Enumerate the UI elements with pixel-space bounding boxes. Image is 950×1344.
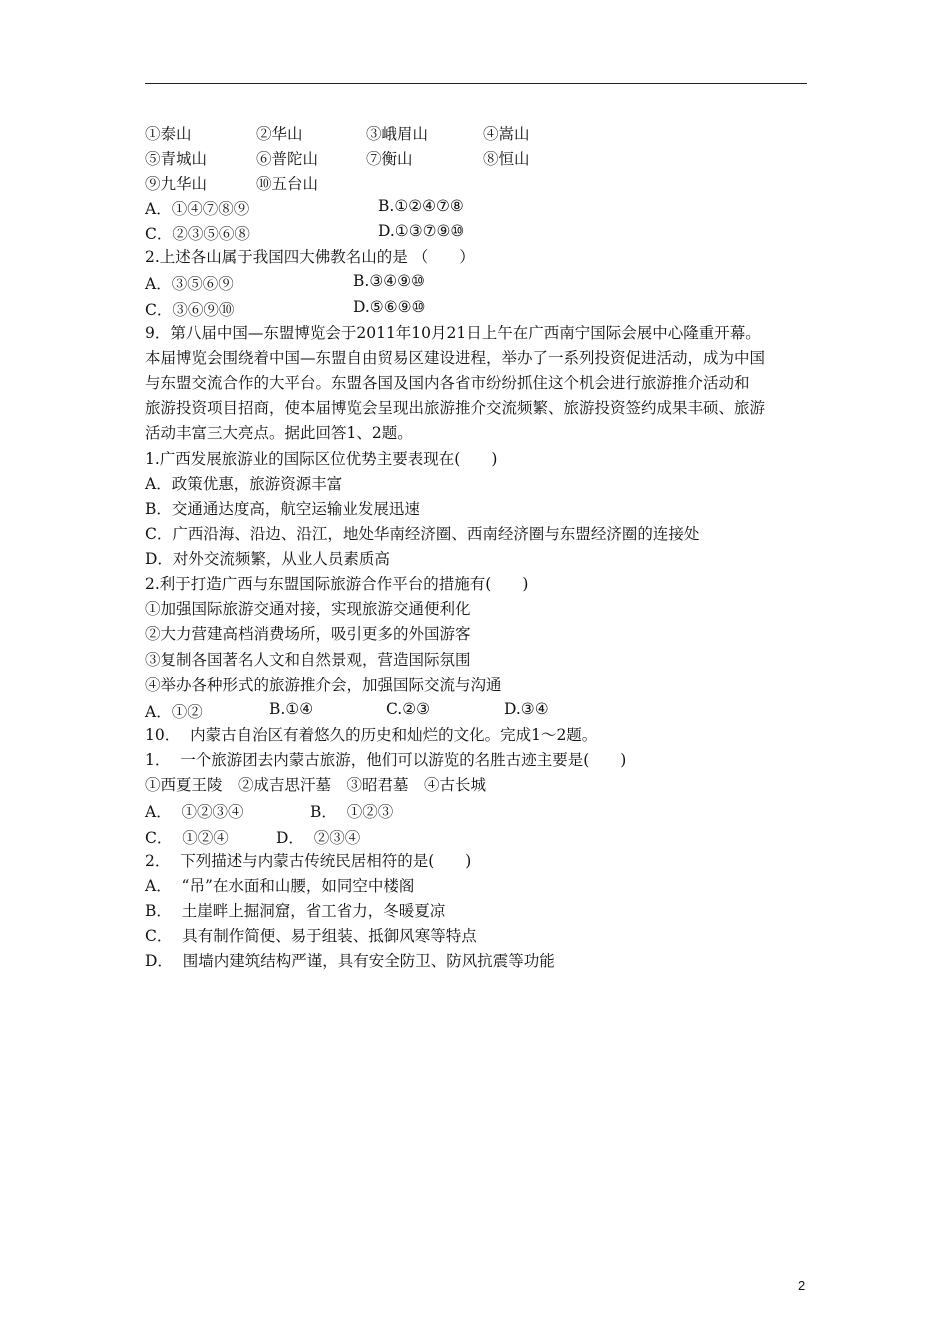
q9-passage-line: 活动丰富三大亮点。据此回答1、2题。: [145, 424, 413, 442]
q10-1-option-d: D． ②③④: [276, 829, 361, 847]
q9-1-stem: 1.广西发展旅游业的国际区位优势主要表现在( ): [145, 450, 498, 468]
q9-passage-line: 与东盟交流合作的大平台。东盟各国及国内各省市纷纷抓住这个机会进行旅游推介活动和: [145, 374, 750, 392]
q2-stem: 2.上述各山属于我国四大佛教名山的是 （ ）: [145, 248, 475, 266]
q10-1-option-c: C． ①②④: [145, 829, 229, 847]
mountain-1: ①泰山: [145, 125, 192, 143]
q2-option-a: A．③⑤⑥⑨: [145, 275, 234, 293]
mountain-8: ⑧恒山: [483, 150, 530, 168]
mountain-4: ④嵩山: [483, 125, 530, 143]
q9-1-option-b: B．交通通达度高，航空运输业发展迅速: [145, 500, 420, 518]
page-number: 2: [798, 1278, 806, 1293]
q9-2-item-1: ①加强国际旅游交通对接，实现旅游交通便利化: [145, 600, 471, 618]
q9-1-option-d: D．对外交流频繁，从业人员素质高: [145, 550, 390, 568]
q10-2-option-d: D． 围墙内建筑结构严谨，具有安全防卫、防风抗震等功能: [145, 952, 555, 970]
q9-2-option-a: A．①②: [145, 703, 203, 721]
q9-2-stem: 2.利于打造广西与东盟国际旅游合作平台的措施有( ): [145, 575, 529, 593]
q10-1-option-a: A． ①②③④: [145, 803, 244, 821]
q1-option-d: D.①③⑦⑨⑩: [378, 222, 465, 240]
q9-2-option-b: B.①④: [269, 700, 314, 718]
q10-1-stem: 1． 一个旅游团去内蒙古旅游，他们可以游览的名胜古迹主要是( ): [145, 751, 627, 769]
q9-1-option-a: A．政策优惠，旅游资源丰富: [145, 475, 343, 493]
q9-passage-line: 本届博览会围绕着中国—东盟自由贸易区建设进程，举办了一系列投资促进活动，成为中国: [145, 349, 766, 367]
q2-option-b: B.③④⑨⑩: [353, 272, 425, 290]
q9-1-option-c: C．广西沿海、沿边、沿江，地处华南经济圈、西南经济圈与东盟经济圈的连接处: [145, 525, 700, 543]
mountain-3: ③峨眉山: [366, 125, 429, 143]
mountain-5: ⑤青城山: [145, 150, 208, 168]
q10-1-option-b: B． ①②③: [310, 803, 394, 821]
q10-1-items: ①西夏王陵 ②成吉思汗墓 ③昭君墓 ④古长城: [145, 776, 487, 794]
q2-option-c: C．③⑥⑨⑩: [145, 301, 235, 319]
q1-option-b: B.①②④⑦⑧: [378, 197, 464, 215]
q10-2-option-c: C． 具有制作简便、易于组装、抵御风寒等特点: [145, 927, 477, 945]
q9-passage-line: 旅游投资项目招商，使本届博览会呈现出旅游推介交流频繁、旅游投资签约成果丰硕、旅游: [145, 399, 766, 417]
mountain-2: ②华山: [256, 125, 303, 143]
q1-option-a: A．①④⑦⑧⑨: [145, 200, 250, 218]
q9-2-item-4: ④举办各种形式的旅游推介会，加强国际交流与沟通: [145, 676, 502, 694]
mountain-9: ⑨九华山: [145, 175, 208, 193]
header-rule: [145, 83, 807, 84]
mountain-10: ⑩五台山: [256, 175, 319, 193]
q10-2-option-b: B． 土崖畔上掘洞窟，省工省力，冬暖夏凉: [145, 902, 446, 920]
q1-option-c: C．②③⑤⑥⑧: [145, 225, 250, 243]
q9-passage-line: 9．第八届中国—东盟博览会于2011年10月21日上午在广西南宁国际会展中心隆重开幕。: [145, 324, 761, 342]
q10-intro: 10． 内蒙古自治区有着悠久的历史和灿烂的文化。完成1～2题。: [145, 726, 598, 744]
q9-2-item-2: ②大力营建高档消费场所，吸引更多的外国游客: [145, 625, 471, 643]
q9-2-item-3: ③复制各国著名人文和自然景观，营造国际氛围: [145, 651, 471, 669]
q10-2-option-a: A． “吊”在水面和山腰，如同空中楼阁: [145, 877, 415, 895]
q9-2-option-d: D.③④: [504, 700, 549, 718]
mountain-6: ⑥普陀山: [256, 150, 319, 168]
mountain-7: ⑦衡山: [366, 150, 413, 168]
q10-2-stem: 2． 下列描述与内蒙古传统民居相符的是( ): [145, 852, 472, 870]
q2-option-d: D.⑤⑥⑨⑩: [353, 298, 426, 316]
q9-2-option-c: C.②③: [386, 700, 431, 718]
